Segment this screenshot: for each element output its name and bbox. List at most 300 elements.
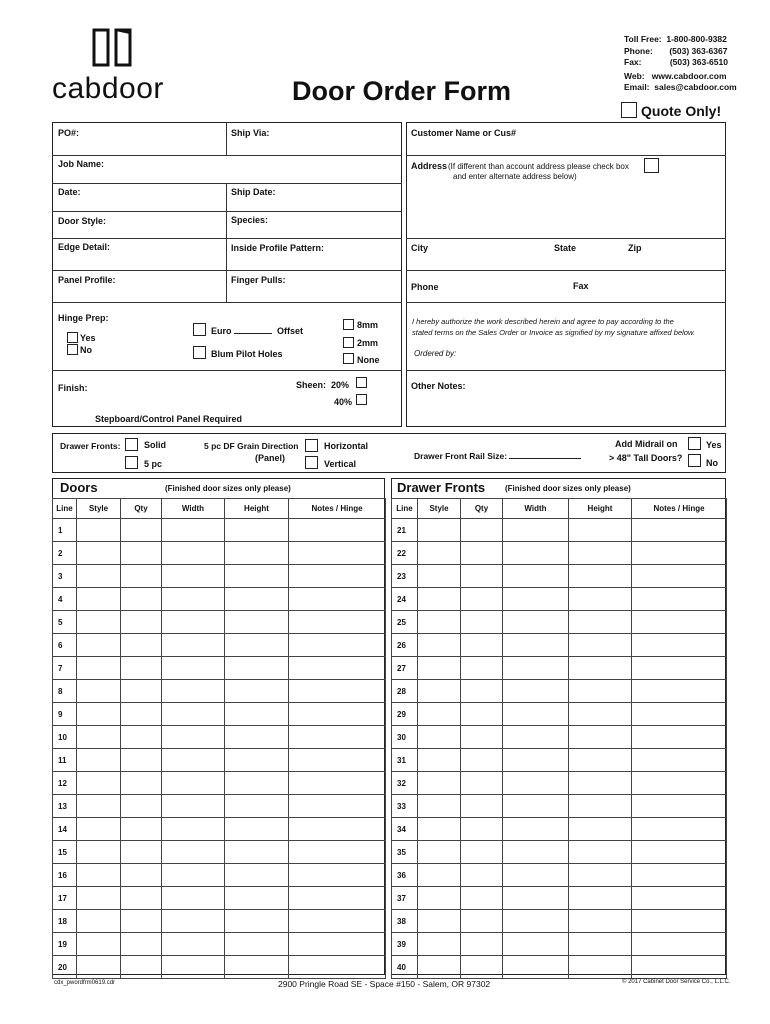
column-header: Height [569,499,632,519]
table-cell[interactable] [569,703,632,726]
authorization-line-2: stated terms on the Sales Order or Invoice as signified by my signature affixed below. [412,328,696,337]
euro-text: Euro [211,326,232,336]
table-cell[interactable] [503,749,569,772]
table-cell[interactable] [121,611,162,634]
table-cell[interactable] [162,749,225,772]
table-cell[interactable] [121,864,162,887]
line-number: 10 [53,726,77,749]
midrail-label-1: Add Midrail on [615,439,678,449]
table-cell[interactable] [632,795,727,818]
table-cell[interactable] [461,519,503,542]
table-cell[interactable] [225,749,289,772]
table-cell[interactable] [77,818,121,841]
table-cell[interactable] [503,611,569,634]
table-cell[interactable] [461,565,503,588]
contact-block [624,34,737,94]
table-cell[interactable] [461,864,503,887]
table-cell[interactable] [569,841,632,864]
table-row [392,519,727,542]
table-cell[interactable] [503,795,569,818]
fax-label: Fax: [624,57,642,67]
table-cell[interactable] [418,703,461,726]
table-cell[interactable] [162,703,225,726]
panel-profile-label: Panel Profile: [58,275,116,285]
table-cell[interactable] [162,772,225,795]
table-cell[interactable] [503,519,569,542]
table-cell[interactable] [121,657,162,680]
column-header: Notes / Hinge [632,499,727,519]
table-cell[interactable] [77,956,121,979]
table-cell[interactable] [289,634,386,657]
table-cell[interactable] [418,772,461,795]
table-cell[interactable] [503,887,569,910]
table-cell[interactable] [225,795,289,818]
address-note-1: (If different than account address please check box [448,162,629,171]
table-cell[interactable] [418,841,461,864]
2mm-label: 2mm [357,338,379,348]
table-cell[interactable] [569,726,632,749]
table-cell[interactable] [418,818,461,841]
table-cell[interactable] [225,841,289,864]
table-cell[interactable] [461,841,503,864]
edge-detail-label: Edge Detail: [58,242,111,252]
line-number: 5 [53,611,77,634]
table-cell[interactable] [225,657,289,680]
table-cell[interactable] [77,565,121,588]
table-cell[interactable] [121,519,162,542]
table-cell[interactable] [77,657,121,680]
table-cell[interactable] [225,818,289,841]
table-cell[interactable] [121,956,162,979]
ship-date-label: Ship Date: [231,187,276,197]
other-notes-label: Other Notes: [411,381,466,391]
footer-address: 2900 Pringle Road SE - Space #150 - Salem, OR 97302 [278,979,491,989]
table-cell[interactable] [121,726,162,749]
line-number: 25 [392,611,418,634]
table-cell[interactable] [121,634,162,657]
table-cell[interactable] [503,910,569,933]
table-cell[interactable] [569,749,632,772]
table-cell[interactable] [289,887,386,910]
table-cell[interactable] [77,749,121,772]
table-cell[interactable] [162,910,225,933]
table-cell[interactable] [77,933,121,956]
column-header: Qty [121,499,162,519]
line-number: 23 [392,565,418,588]
table-cell[interactable] [225,519,289,542]
table-cell[interactable] [225,703,289,726]
table-cell[interactable] [162,657,225,680]
table-cell[interactable] [121,795,162,818]
table-cell[interactable] [289,864,386,887]
table-cell[interactable] [225,680,289,703]
table-cell[interactable] [121,910,162,933]
table-cell[interactable] [569,542,632,565]
table-row [392,772,727,795]
table-cell[interactable] [632,887,727,910]
table-cell[interactable] [418,956,461,979]
table-cell[interactable] [461,680,503,703]
sheen-40-label: 40% [334,397,353,407]
table-cell[interactable] [503,841,569,864]
table-cell[interactable] [289,611,386,634]
table-cell[interactable] [632,519,727,542]
table-cell[interactable] [418,542,461,565]
table-cell[interactable] [503,772,569,795]
line-number: 35 [392,841,418,864]
table-cell[interactable] [225,772,289,795]
horizontal-checkbox[interactable] [305,439,318,452]
column-header: Height [225,499,289,519]
euro-checkbox[interactable] [193,323,206,336]
table-cell[interactable] [569,772,632,795]
fax-value: (503) 363-6510 [669,57,728,67]
table-cell[interactable] [225,956,289,979]
table-cell[interactable] [121,818,162,841]
table-cell[interactable] [461,749,503,772]
solid-label: Solid [144,440,166,450]
hinge-yes-label: Yes [80,333,96,343]
8mm-checkbox[interactable] [343,319,354,330]
line-number: 15 [53,841,77,864]
table-cell[interactable] [461,956,503,979]
line-number: 14 [53,818,77,841]
table-cell[interactable] [418,519,461,542]
line-number: 20 [53,956,77,979]
table-cell[interactable] [461,772,503,795]
grain-title-text: DF Grain Direction [223,441,299,451]
table-cell[interactable] [121,542,162,565]
table-cell[interactable] [461,795,503,818]
drawer-fronts-note: (Finished door sizes only please) [505,484,631,493]
table-cell[interactable] [461,887,503,910]
table-cell[interactable] [632,565,727,588]
table-row [392,749,727,772]
line-number: 9 [53,703,77,726]
table-cell[interactable] [503,634,569,657]
line-number: 26 [392,634,418,657]
table-cell[interactable] [289,933,386,956]
quote-only-label: Quote Only! [641,103,722,119]
five-pc-checkbox[interactable] [125,456,138,469]
table-cell[interactable] [418,657,461,680]
column-header: Style [77,499,121,519]
line-number: 3 [53,565,77,588]
table-cell[interactable] [569,933,632,956]
table-cell[interactable] [569,657,632,680]
table-cell[interactable] [418,864,461,887]
table-cell[interactable] [289,795,386,818]
table-cell[interactable] [461,703,503,726]
table-cell[interactable] [121,680,162,703]
hinge-prep-label: Hinge Prep: [58,313,109,323]
table-cell[interactable] [461,910,503,933]
table-cell[interactable] [632,933,727,956]
table-cell[interactable] [289,542,386,565]
table-cell[interactable] [418,749,461,772]
table-cell[interactable] [632,611,727,634]
table-cell[interactable] [162,726,225,749]
table-cell[interactable] [503,588,569,611]
table-cell[interactable] [632,749,727,772]
sheen-label [296,380,349,390]
line-number: 21 [392,519,418,542]
table-row [392,565,727,588]
table-cell[interactable] [632,956,727,979]
hinge-yes-checkbox[interactable] [67,332,78,343]
table-cell[interactable] [289,910,386,933]
table-row [53,772,386,795]
offset-label: Offset [277,326,304,336]
table-cell[interactable] [225,588,289,611]
table-cell[interactable] [225,542,289,565]
table-cell[interactable] [289,519,386,542]
table-cell[interactable] [503,956,569,979]
table-cell[interactable] [77,772,121,795]
table-cell[interactable] [418,933,461,956]
table-cell[interactable] [632,772,727,795]
table-cell[interactable] [632,841,727,864]
blum-label: Blum Pilot Holes [211,349,283,359]
table-cell[interactable] [418,726,461,749]
table-cell[interactable] [503,864,569,887]
table-cell[interactable] [632,818,727,841]
table-cell[interactable] [225,887,289,910]
table-cell[interactable] [121,933,162,956]
table-row [392,910,727,933]
table-cell[interactable] [503,680,569,703]
table-row [53,818,386,841]
grain-5pc-bold: 5 pc [204,441,222,451]
table-cell[interactable] [77,542,121,565]
2mm-checkbox[interactable] [343,337,354,348]
table-cell[interactable] [632,703,727,726]
quote-only-checkbox[interactable] [621,102,637,118]
table-cell[interactable] [77,726,121,749]
table-cell[interactable] [569,565,632,588]
table-cell[interactable] [503,818,569,841]
table-cell[interactable] [77,841,121,864]
table-cell[interactable] [503,933,569,956]
table-cell[interactable] [225,910,289,933]
table-cell[interactable] [225,726,289,749]
table-cell[interactable] [121,841,162,864]
table-cell[interactable] [162,956,225,979]
table-cell[interactable] [418,910,461,933]
sheen-20-checkbox[interactable] [356,377,367,388]
table-cell[interactable] [289,841,386,864]
table-row [53,910,386,933]
line-number: 11 [53,749,77,772]
table-cell[interactable] [569,818,632,841]
phone-value: (503) 363-6367 [669,45,728,56]
line-number: 19 [53,933,77,956]
grain-panel-label: (Panel) [255,453,286,463]
table-cell[interactable] [418,795,461,818]
table-cell[interactable] [503,726,569,749]
table-cell[interactable] [461,588,503,611]
table-cell[interactable] [225,933,289,956]
table-cell[interactable] [569,680,632,703]
table-cell[interactable] [225,864,289,887]
finish-label: Finish: [58,383,88,393]
alternate-address-checkbox[interactable] [644,158,659,173]
table-cell[interactable] [461,542,503,565]
table-cell[interactable] [461,611,503,634]
midrail-yes-checkbox[interactable] [688,437,701,450]
table-cell[interactable] [289,565,386,588]
zip-label: Zip [628,243,642,253]
hinge-no-checkbox[interactable] [67,344,78,355]
table-cell[interactable] [162,864,225,887]
table-cell[interactable] [632,588,727,611]
table-row [392,795,727,818]
midrail-yes-label: Yes [706,440,722,450]
table-cell[interactable] [418,588,461,611]
table-cell[interactable] [162,818,225,841]
table-cell[interactable] [121,588,162,611]
line-number: 12 [53,772,77,795]
table-cell[interactable] [289,703,386,726]
table-cell[interactable] [77,795,121,818]
table-cell[interactable] [121,772,162,795]
table-cell[interactable] [503,657,569,680]
table-cell[interactable] [162,634,225,657]
table-cell[interactable] [418,565,461,588]
table-cell[interactable] [77,910,121,933]
table-cell[interactable] [569,634,632,657]
table-cell[interactable] [632,542,727,565]
table-cell[interactable] [77,864,121,887]
table-cell[interactable] [289,726,386,749]
table-cell[interactable] [77,588,121,611]
table-row [53,726,386,749]
table-cell[interactable] [162,588,225,611]
table-cell[interactable] [121,887,162,910]
table-cell[interactable] [418,680,461,703]
table-cell[interactable] [461,726,503,749]
table-cell[interactable] [569,956,632,979]
grain-direction-label [204,441,298,451]
table-cell[interactable] [162,565,225,588]
table-cell[interactable] [121,565,162,588]
table-cell[interactable] [225,611,289,634]
table-cell[interactable] [632,910,727,933]
table-cell[interactable] [289,749,386,772]
table-cell[interactable] [461,933,503,956]
table-cell[interactable] [632,726,727,749]
table-cell[interactable] [461,818,503,841]
table-cell[interactable] [503,703,569,726]
table-cell[interactable] [632,680,727,703]
line-number: 27 [392,657,418,680]
table-cell[interactable] [503,565,569,588]
table-cell[interactable] [225,634,289,657]
none-label: None [357,355,380,365]
table-cell[interactable] [77,519,121,542]
table-row [53,703,386,726]
table-cell[interactable] [289,588,386,611]
table-cell[interactable] [77,703,121,726]
doors-table [52,498,386,979]
line-number: 32 [392,772,418,795]
table-row [53,657,386,680]
table-row [392,864,727,887]
rail-size-label [414,451,581,461]
table-cell[interactable] [418,611,461,634]
table-cell[interactable] [162,680,225,703]
sheen-text: Sheen: [296,380,327,390]
table-cell[interactable] [632,657,727,680]
table-cell[interactable] [77,680,121,703]
blum-checkbox[interactable] [193,346,206,359]
table-cell[interactable] [569,910,632,933]
sheen-40-checkbox[interactable] [356,394,367,405]
email-label: Email: [624,82,650,92]
rail-size-text: Drawer Front Rail Size: [414,451,508,461]
table-cell[interactable] [225,565,289,588]
authorization-line-1: I hereby authorize the work described herein and agree to pay according to the [412,317,674,326]
hinge-no-label: No [80,345,92,355]
table-cell[interactable] [162,611,225,634]
table-cell[interactable] [162,795,225,818]
table-row [53,565,386,588]
table-cell[interactable] [632,864,727,887]
table-cell[interactable] [569,795,632,818]
table-cell[interactable] [162,841,225,864]
table-cell[interactable] [289,772,386,795]
vertical-checkbox[interactable] [305,456,318,469]
none-checkbox[interactable] [343,353,354,364]
inside-profile-label: Inside Profile Pattern: [231,243,325,253]
table-cell[interactable] [289,956,386,979]
phone-label: Phone: [624,45,653,56]
table-cell[interactable] [289,818,386,841]
table-cell[interactable] [77,887,121,910]
table-cell[interactable] [418,887,461,910]
table-cell[interactable] [162,519,225,542]
table-cell[interactable] [461,634,503,657]
table-cell[interactable] [632,634,727,657]
table-cell[interactable] [569,588,632,611]
midrail-no-checkbox[interactable] [688,454,701,467]
table-cell[interactable] [121,703,162,726]
solid-checkbox[interactable] [125,438,138,451]
table-cell[interactable] [162,933,225,956]
table-row [53,588,386,611]
footer-copyright: © 2017 Cabinet Door Service Co., L.L.C. [622,979,731,985]
table-cell[interactable] [162,887,225,910]
po-label: PO#: [58,128,80,138]
table-cell[interactable] [569,864,632,887]
line-number: 1 [53,519,77,542]
table-cell[interactable] [77,611,121,634]
table-cell[interactable] [418,634,461,657]
table-cell[interactable] [121,749,162,772]
euro-label [211,326,272,336]
table-cell[interactable] [569,519,632,542]
table-cell[interactable] [289,657,386,680]
form-title: Door Order Form [292,76,512,106]
table-cell[interactable] [569,887,632,910]
table-cell[interactable] [569,611,632,634]
table-cell[interactable] [77,634,121,657]
table-cell[interactable] [461,657,503,680]
table-cell[interactable] [503,542,569,565]
phone-field-label: Phone [411,282,439,292]
table-cell[interactable] [162,542,225,565]
table-cell[interactable] [289,680,386,703]
